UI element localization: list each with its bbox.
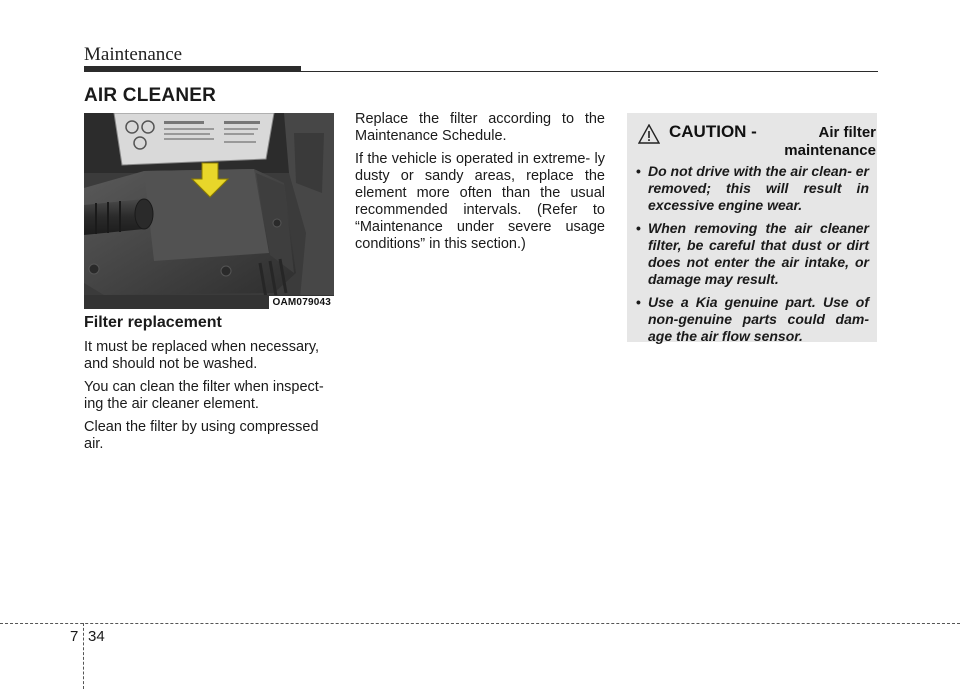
section-title: AIR CLEANER	[84, 85, 217, 106]
caution-label: CAUTION -	[669, 122, 757, 141]
paragraph: Clean the filter by using compressed air.	[84, 419, 319, 452]
footer-rule	[0, 623, 960, 624]
air-cleaner-illustration	[84, 113, 334, 309]
bullet-icon: •	[636, 163, 641, 179]
bullet-icon: •	[636, 294, 641, 310]
header-bar	[84, 66, 301, 72]
header-title: Maintenance	[84, 44, 183, 65]
caution-item: • When removing the air cleaner filter, be careful that dust or dirt does not enter the air intake, or damage may result.	[636, 220, 869, 287]
paragraph: If the vehicle is operated in extreme- ly dusty or sandy areas, replace the element more often than the usual recommended intervals. (Refer to “Maintenance under severe usage conditions” in this section.)	[355, 151, 605, 252]
paragraph: Replace the filter according to the Maintenance Schedule.	[355, 111, 605, 144]
warning-triangle-icon	[638, 124, 660, 144]
bullet-icon: •	[636, 220, 641, 236]
figure-code: OAM079043	[269, 296, 335, 309]
filter-replacement-heading: Filter replacement	[84, 314, 222, 331]
paragraph: You can clean the filter when inspect- ing the air cleaner element.	[84, 379, 324, 412]
footer-divider	[83, 623, 84, 689]
caution-item: • Do not drive with the air clean- er removed; this will result in excessive engine wear.	[636, 163, 869, 213]
caution-topic: Air filter maintenance	[784, 124, 876, 159]
caution-header	[635, 121, 876, 159]
caution-list	[635, 163, 869, 345]
filter-replacement-text	[84, 339, 337, 459]
paragraph: It must be replaced when necessary, and should not be washed.	[84, 339, 320, 372]
page-number: 34	[88, 628, 105, 645]
header-rule	[301, 71, 878, 72]
caution-item: • Use a Kia genuine part. Use of non-genuine parts could dam- age the air flow sensor.	[636, 294, 869, 344]
air-cleaner-photo	[84, 113, 334, 309]
chapter-number: 7	[70, 628, 79, 645]
caution-box	[627, 113, 877, 342]
replacement-schedule-text	[355, 111, 605, 259]
